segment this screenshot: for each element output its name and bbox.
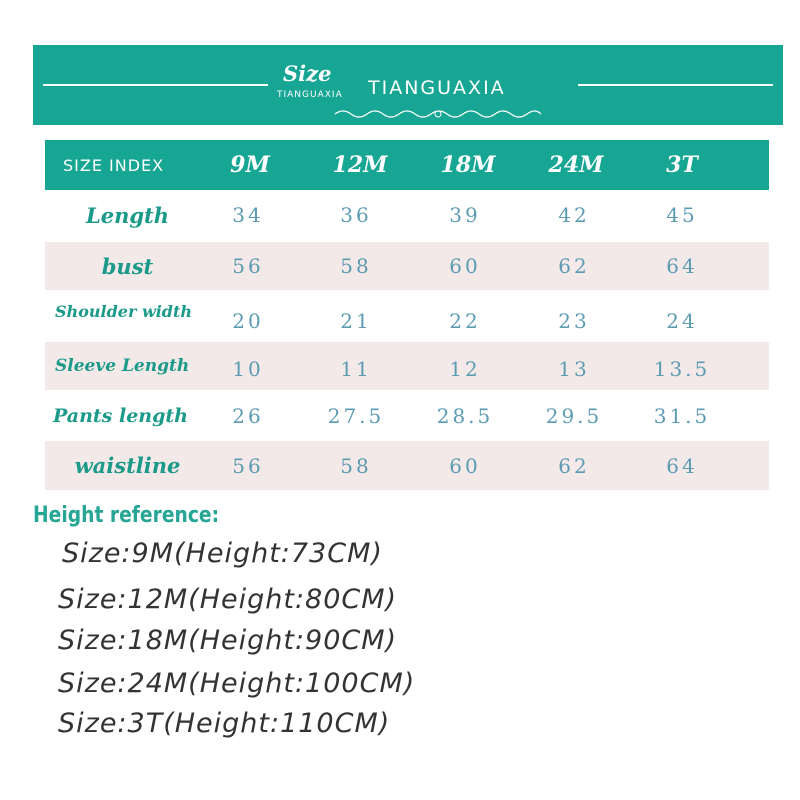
cell-value: 24 — [666, 309, 698, 333]
cell-value: 39 — [449, 203, 481, 227]
cell-value: 60 — [449, 254, 481, 278]
cell-value: 34 — [232, 203, 264, 227]
cell-value: 13.5 — [653, 357, 711, 381]
size-header-3t: 3T — [666, 152, 698, 178]
brand-small-name: TIANGUAXIA — [277, 90, 343, 100]
size-header-12m: 12M — [332, 152, 388, 178]
size-index-label: SIZE INDEX — [63, 155, 165, 175]
size-header-9m: 9M — [230, 152, 270, 178]
cell-value: 60 — [449, 453, 481, 478]
height-reference-line: Size:24M(Height:100CM) — [58, 668, 416, 699]
table-row-waistline — [45, 441, 769, 490]
table-row-pants-length — [45, 391, 769, 441]
row-label: Pants length — [53, 405, 188, 427]
cell-value: 22 — [449, 309, 481, 333]
cell-value: 58 — [340, 254, 372, 278]
size-header-row — [45, 140, 769, 190]
cell-value: 56 — [232, 254, 264, 278]
cell-value: 20 — [232, 309, 264, 333]
decorative-swirl-icon — [333, 107, 543, 121]
height-reference-line: Size:3T(Height:110CM) — [58, 708, 391, 739]
row-label: Shoulder width — [55, 302, 192, 321]
row-label: Sleeve Length — [55, 356, 190, 376]
table-row-length — [45, 190, 769, 240]
cell-value: 36 — [340, 203, 372, 227]
title-banner — [33, 45, 783, 125]
cell-value: 26 — [232, 404, 264, 428]
cell-value: 11 — [340, 357, 372, 381]
banner-rule-right — [578, 84, 773, 86]
cell-value: 12 — [449, 357, 481, 381]
brand-size-word: Size — [283, 61, 332, 86]
row-label: waistline — [74, 453, 181, 478]
table-row-sleeve-length — [45, 342, 769, 390]
cell-value: 64 — [666, 453, 698, 478]
size-header-24m: 24M — [548, 152, 604, 178]
brand-main-name: TIANGUAXIA — [368, 77, 506, 99]
height-reference-line: Size:12M(Height:80CM) — [58, 584, 398, 615]
cell-value: 64 — [666, 254, 698, 278]
row-label: Length — [85, 202, 170, 228]
size-header-18m: 18M — [440, 152, 496, 178]
cell-value: 10 — [232, 357, 264, 381]
cell-value: 28.5 — [436, 404, 494, 428]
height-reference-line: Size:18M(Height:90CM) — [58, 625, 398, 656]
height-reference-title: Height reference: — [33, 503, 220, 528]
height-reference-line: Size:9M(Height:73CM) — [62, 538, 383, 569]
cell-value: 21 — [340, 309, 372, 333]
cell-value: 31.5 — [653, 404, 711, 428]
row-label: bust — [101, 253, 154, 279]
cell-value: 23 — [558, 309, 590, 333]
cell-value: 62 — [558, 254, 590, 278]
cell-value: 42 — [558, 203, 590, 227]
cell-value: 45 — [666, 203, 698, 227]
cell-value: 58 — [340, 453, 372, 478]
cell-value: 62 — [558, 453, 590, 478]
cell-value: 56 — [232, 453, 264, 478]
cell-value: 27.5 — [327, 404, 385, 428]
table-row-bust — [45, 242, 769, 290]
table-row-shoulder-width — [45, 292, 769, 342]
banner-rule-left — [43, 84, 268, 86]
cell-value: 29.5 — [545, 404, 603, 428]
cell-value: 13 — [558, 357, 590, 381]
